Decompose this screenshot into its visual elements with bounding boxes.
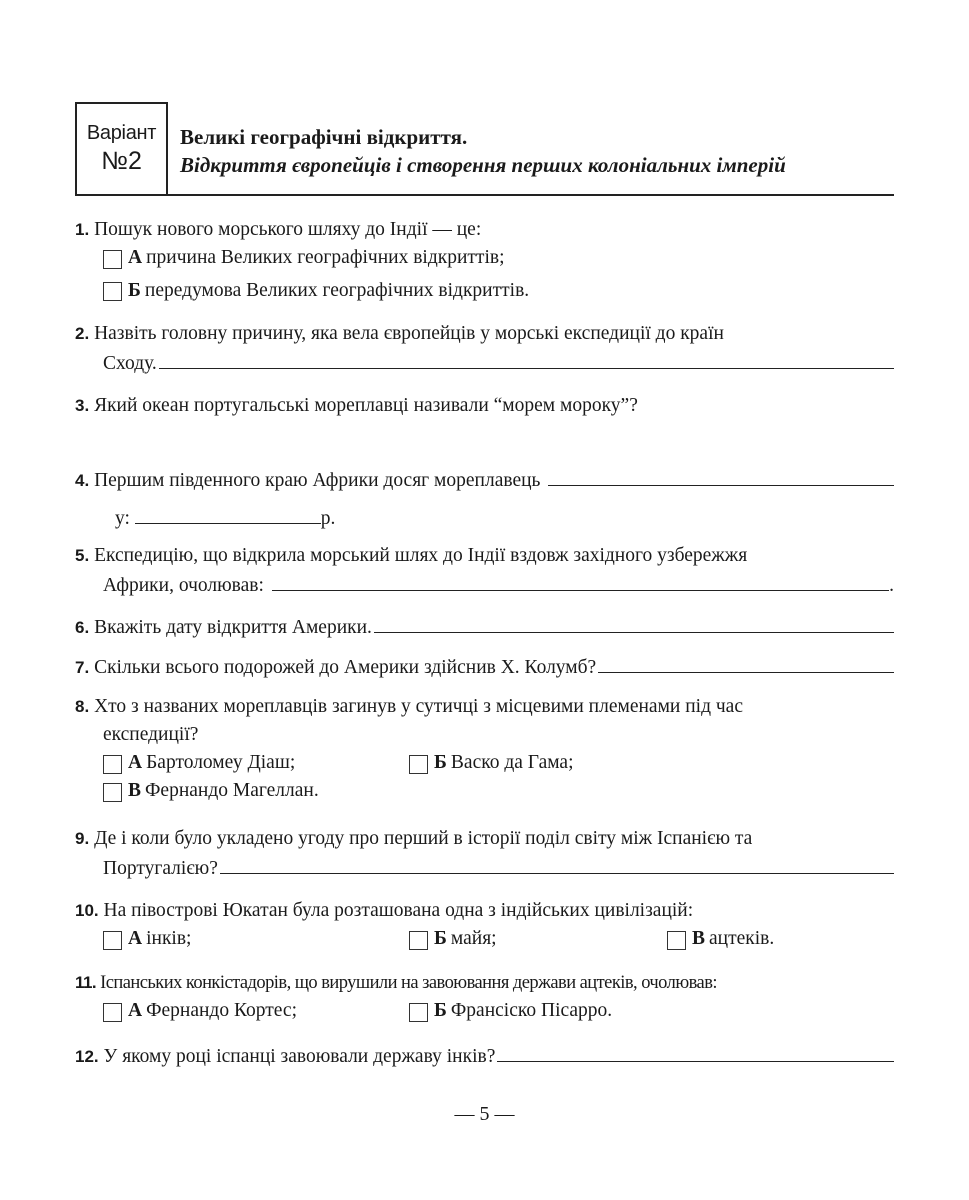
option-a[interactable]: А Фернандо Кортес;: [103, 997, 409, 1025]
question-number: 10.: [75, 901, 99, 920]
checkbox[interactable]: [103, 250, 122, 269]
checkbox[interactable]: [103, 282, 122, 301]
question-number: 7.: [75, 658, 90, 677]
option-c[interactable]: В ацтеків.: [667, 925, 774, 953]
question-1: [75, 216, 894, 309]
question-text-cont: Португалією?: [103, 858, 218, 879]
question-text: У якому році іспанці завоювали державу інків?: [103, 1046, 496, 1067]
question-11: [75, 969, 894, 1025]
option-b[interactable]: Б Васко да Гама;: [409, 749, 574, 777]
question-number: 8.: [75, 697, 90, 716]
answer-line[interactable]: [598, 652, 894, 673]
answer-line[interactable]: [374, 612, 894, 633]
checkbox[interactable]: [103, 755, 122, 774]
page-number: — 5 —: [454, 1103, 515, 1125]
question-8: [75, 693, 894, 810]
answer-line[interactable]: [159, 348, 894, 369]
option-b[interactable]: Б Франсіско Пісарро.: [409, 997, 612, 1025]
question-2: [75, 320, 894, 378]
question-10: [75, 897, 894, 953]
question-text: Де і коли було укладено угоду про перший в історії поділ світу між Іспанією та: [94, 828, 753, 849]
checkbox[interactable]: [103, 1003, 122, 1022]
option-a[interactable]: А Бартоломеу Діаш;: [103, 749, 409, 777]
question-text: Першим південного краю Африки досяг мореплавець: [94, 470, 541, 491]
question-number: 12.: [75, 1047, 99, 1066]
question-number: 11.: [75, 973, 97, 992]
question-text-cont: Сходу.: [103, 353, 157, 374]
answer-line[interactable]: [220, 853, 894, 874]
answer-line[interactable]: [497, 1041, 894, 1062]
page-subtitle: Відкриття європейців і створення перших колоніальних імперій: [180, 153, 786, 177]
page-title: Великі географічні відкриття.: [180, 125, 468, 149]
option-a[interactable]: А причина Великих географічних відкриттів;: [103, 244, 504, 272]
option-a[interactable]: А інків;: [103, 925, 409, 953]
period: .: [889, 575, 894, 596]
header-block: [75, 102, 894, 196]
checkbox[interactable]: [103, 931, 122, 950]
question-number: 2.: [75, 324, 90, 343]
label-year-prefix: у:: [115, 508, 130, 529]
question-text: Назвіть головну причину, яка вела європейців у морські експедиції до країн: [94, 323, 724, 344]
question-6: [75, 612, 894, 642]
question-9: [75, 825, 894, 883]
question-text-cont: Африки, очолював:: [103, 575, 264, 596]
question-number: 6.: [75, 618, 90, 637]
question-number: 3.: [75, 396, 90, 415]
question-7: [75, 652, 894, 682]
question-number: 5.: [75, 546, 90, 565]
checkbox[interactable]: [103, 783, 122, 802]
question-text: Пошук нового морського шляху до Індії — це:: [94, 219, 482, 240]
question-3: [75, 392, 894, 420]
variant-box: [75, 102, 168, 194]
question-5: [75, 542, 894, 600]
option-b[interactable]: Б майя;: [409, 925, 667, 953]
variant-number: №2: [101, 147, 142, 175]
option-c[interactable]: В Фернандо Магеллан.: [103, 777, 319, 805]
checkbox[interactable]: [409, 931, 428, 950]
question-number: 1.: [75, 220, 90, 239]
title-block: [168, 102, 786, 194]
checkbox[interactable]: [409, 1003, 428, 1022]
question-text: Який океан португальські мореплавці називали “морем мороку”?: [94, 395, 638, 416]
option-b[interactable]: Б передумова Великих географічних відкриттів.: [103, 277, 529, 305]
question-4: [75, 465, 894, 533]
question-text: На півострові Юкатан була розташована одна з індійських цивілізацій:: [103, 900, 694, 921]
question-text: Іспанських конкістадорів, що вирушили на завоювання держави ацтеків, очолював:: [100, 973, 717, 993]
question-number: 9.: [75, 829, 90, 848]
variant-label: Варіант: [86, 122, 157, 144]
question-text: Хто з названих мореплавців загинув у сутичці з місцевими племенами під час: [94, 696, 743, 717]
question-text: Вкажіть дату відкриття Америки.: [94, 617, 372, 638]
answer-line[interactable]: [272, 570, 889, 591]
question-text: Експедицію, що відкрила морський шлях до Індії вздовж західного узбережжя: [94, 545, 748, 566]
checkbox[interactable]: [667, 931, 686, 950]
answer-line[interactable]: [548, 465, 894, 486]
question-text-cont: експедиції?: [103, 724, 199, 745]
question-number: 4.: [75, 471, 90, 490]
label-year-suffix: р.: [320, 508, 336, 529]
question-text: Скільки всього подорожей до Америки здійснив Х. Колумб?: [94, 657, 597, 678]
year-line[interactable]: [135, 503, 321, 524]
worksheet-header: [75, 102, 894, 196]
checkbox[interactable]: [409, 755, 428, 774]
question-12: [75, 1041, 894, 1071]
